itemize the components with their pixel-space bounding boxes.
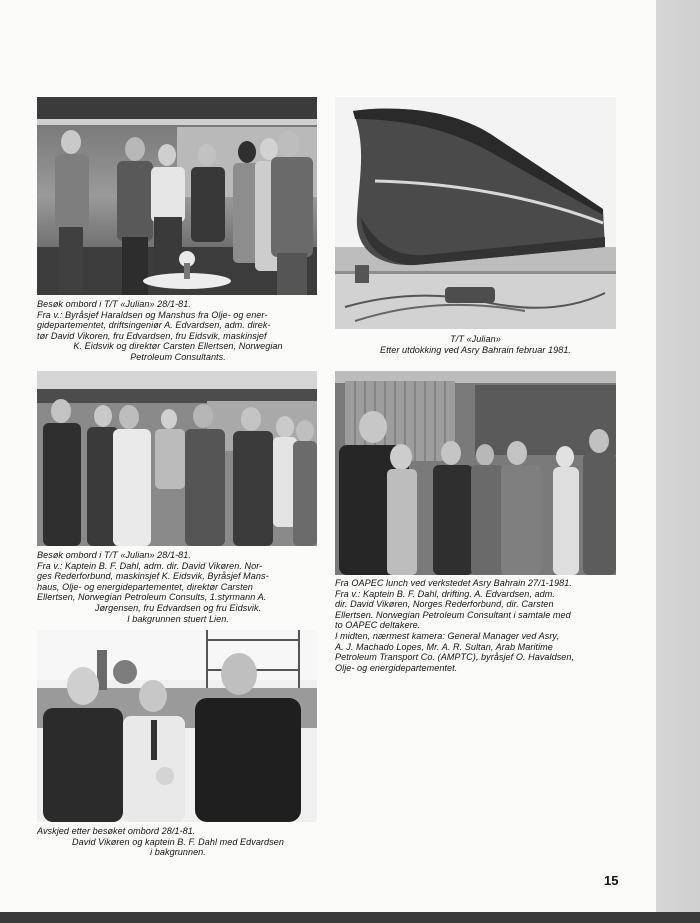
caption-line: K. Eidsvik og direktør Carsten Ellertsen, Norwegian xyxy=(73,341,283,352)
caption-line: Etter utdokking ved Asry Bahrain februar 1981. xyxy=(379,344,572,355)
caption-line: A. J. Machado Lopes, Mr. A. R. Sultan, Arab Maritime xyxy=(335,641,553,652)
caption-farewell xyxy=(37,826,319,858)
photo-farewell-handshake xyxy=(37,630,317,822)
caption-line: Fra OAPEC lunch ved verkstedet Asry Bahrain 27/1-1981. xyxy=(335,578,572,588)
caption-line: I bakgrunnen stuert Lien. xyxy=(127,613,229,624)
caption-line: Petroleum Transport Co. (AMPTC), byråsjef O. Havaldsen, xyxy=(335,652,575,663)
caption-line: Besøk ombord i T/T «Julian» 28/1-81. xyxy=(37,299,191,309)
caption-line: to OAPEC deltakere. xyxy=(335,620,421,631)
photo-onboard-conversation xyxy=(37,371,317,546)
caption-line: gidepartementet, driftsingeniør A. Edvardsen, adm. direk- xyxy=(37,320,271,331)
caption-line: Jørgensen, fru Edvardsen og fru Eidsvik. xyxy=(94,602,262,613)
caption-line: tør David Vikoren, fru Edvardsen, fru Eidsvik, maskinsjef xyxy=(37,330,267,341)
scan-edge-right xyxy=(656,0,700,923)
caption-line: David Vikøren og kaptein B. F. Dahl med Edvardsen xyxy=(72,836,284,847)
caption-line: Olje- og energidepartementet. xyxy=(335,662,458,673)
caption-line: Petroleum Consultants. xyxy=(130,351,226,362)
caption-line: i bakgrunnen. xyxy=(150,847,206,858)
caption-line: Ellertsen, Norwegian Petroleum Consults, 1.styrmann A. xyxy=(37,592,267,603)
caption-oapec-lunch xyxy=(335,578,620,673)
photo-visit-onboard-group xyxy=(37,97,317,295)
caption-line: Fra v.: Kaptein B. F. Dahl, adm. dir. David Vikøren. Nor- xyxy=(37,560,263,571)
caption-tanker-julian xyxy=(335,334,616,355)
photo-tanker-julian xyxy=(335,97,616,329)
page-number: 15 xyxy=(604,873,619,888)
caption-line: Besøk ombord i T/T «Julian» 28/1-81. xyxy=(37,550,191,560)
caption-visit-onboard xyxy=(37,299,319,363)
caption-onboard-conversation xyxy=(37,550,319,624)
caption-line: ges Rederforbund, maskinsjef K. Eidsvik, Byråsjef Mans- xyxy=(37,571,269,582)
caption-line: Fra v.: Byråsjef Haraldsen og Manshus fra Olje- og ener- xyxy=(37,309,268,320)
caption-line: I midten, nærmest kamera: General Manager ved Asry, xyxy=(335,630,559,641)
caption-line: Ellertsen. Norwegian Petroleum Consultant i samtale med xyxy=(335,609,571,620)
caption-line: T/T «Julian» xyxy=(450,334,501,344)
caption-line: haus, Olje- og energidepartementet, direktør Carsten xyxy=(37,581,253,592)
caption-line: Avskjed etter besøket ombord 28/1-81. xyxy=(37,826,196,836)
scan-edge-bottom xyxy=(0,912,700,923)
caption-line: Fra v.: Kaptein B. F. Dahl, drifting. A. Edvardsen, adm. xyxy=(335,588,555,599)
caption-line: dir. David Vikøren, Norges Rederforbund, dir. Carsten xyxy=(335,599,554,610)
photo-oapec-lunch xyxy=(335,371,616,575)
